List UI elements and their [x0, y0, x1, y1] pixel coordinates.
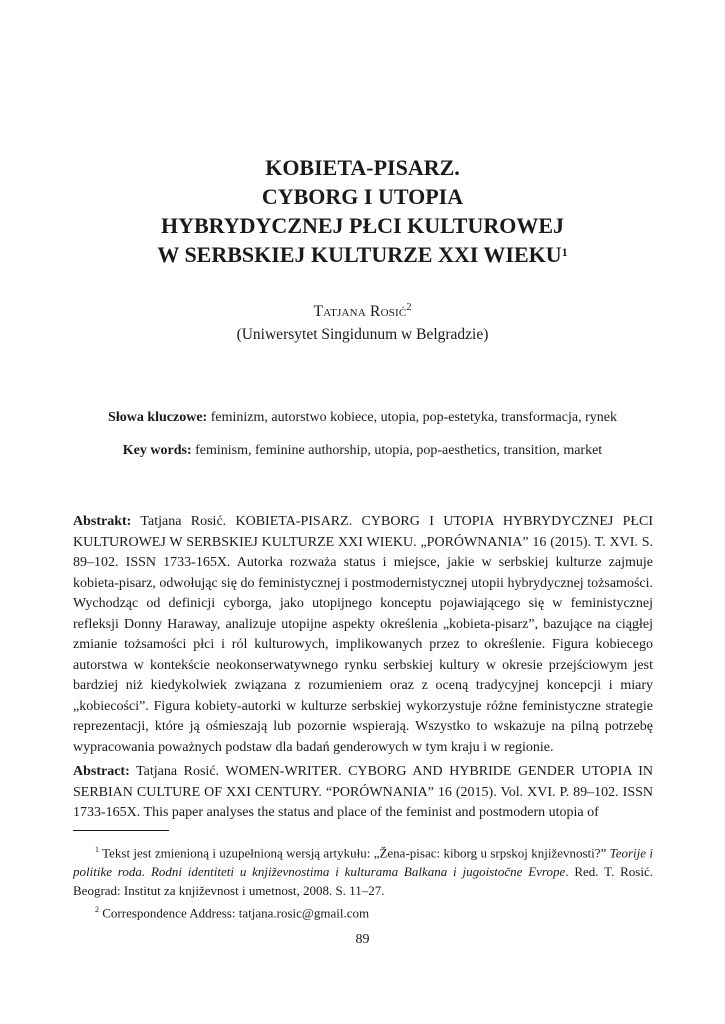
abstract-english	[73, 762, 653, 824]
keywords-en-text: feminism, feminine authorship, utopia, pop-aesthetics, transition, market	[191, 443, 603, 458]
title-line: KOBIETA-PISARZ.	[265, 155, 460, 180]
footnote-2	[73, 900, 653, 922]
abstract-pl-label: Abstrakt:	[73, 514, 132, 529]
footnote-1-text-end: . Red. T. Rosić. Beograd: Institut za književnost i umetnost, 2008. S. 11–27.	[73, 864, 653, 899]
author-footnote-marker[interactable]: 2	[406, 302, 412, 313]
keywords-en-label: Key words:	[122, 443, 192, 458]
footnote-2-text: Correspondence Address: tatjana.rosic@gmail.com	[99, 905, 370, 921]
page-number: 89	[355, 932, 370, 947]
author-affiliation: (Uniwersytet Singidunum w Belgradzie)	[236, 326, 489, 344]
keywords-pl-label: Słowa kluczowe:	[108, 410, 208, 425]
title-footnote-marker[interactable]: 1	[561, 245, 568, 259]
footnote-1-italic-title: Teorije i politike roda. Rodni identiteti u književnostima i kulturama Balkana i jugoistočne Evrope	[73, 845, 653, 880]
title-line-text: W SERBSKIEJ KULTURZE XXI WIEKU	[157, 242, 562, 267]
author-line	[0, 296, 725, 323]
footnote-1	[73, 840, 653, 900]
title-line	[0, 240, 725, 269]
footnote-1-marker: 1	[95, 845, 99, 854]
footnotes	[73, 840, 653, 923]
article-title	[0, 153, 725, 269]
author-block	[0, 296, 725, 346]
footnote-divider	[73, 830, 169, 831]
keywords-pl-text: feminizm, autorstwo kobiece, utopia, pop-estetyka, transformacja, rynek	[207, 410, 617, 425]
abstract-pl-text: Tatjana Rosić. KOBIETA-PISARZ. CYBORG I UTOPIA HYBRYDYCZNEJ PŁCI KULTUROWEJ W SERBSKIEJ KULTURZE XXI WIEKU. „PORÓWNANIA” 16 (2015). T. XVI. S. 89–102. ISSN 1733-165X. Autorka rozważa status i miejsce, jakie w serbskiej kulturze zajmuje kobieta-pisarz, odwołując się do feministycznej i postmodernistycznej utopii hybrydycznej tożsamości. Wychodząc od definicji cyborga, jako utopijnego konceptu pojawiającego się w feministycznej refleksji Donny Haraway, analizuje utopijne aspekty określenia „kobieta-pisarz”, bazujące na ciągłej zmianie tożsamości płci i ról kulturowych, implikowanych przez to określenie. Figura kobiecego autorstwa w kontekście neokonserwatywnego rynku serbskiej kultury w okresie przejściowym jest bardziej niż kiedykolwiek związana z rozumieniem oraz z oceną tradycyjnej koncepcji i miary „kobiecości”. Figura kobiety-autorki w kulturze serbskiej wykorzystuje różne feministyczne strategie reprezentacji, które ją ośmieszają lub pozornie wspierają. Wszystko to wskazuje na pilną potrzebę wypracowania poważnych podstaw dla badań genderowych w tym kraju i w regionie.	[73, 514, 653, 755]
title-line: HYBRYDYCZNEJ PŁCI KULTUROWEJ	[160, 213, 565, 238]
keywords-block	[0, 408, 725, 474]
author-name: Tatjana Rosić	[313, 303, 407, 321]
keywords-pl	[0, 408, 725, 428]
abstract-polish	[73, 512, 653, 758]
title-line: CYBORG I UTOPIA	[261, 184, 464, 209]
abstract-en-label: Abstract:	[73, 764, 130, 779]
footnote-1-text: Tekst jest zmienioną i uzupełnioną wersją artykułu: „Žena-pisac: kiborg u srpskoj književnosti?”	[99, 845, 610, 861]
abstract-en-text: Tatjana Rosić. WOMEN-WRITER. CYBORG AND HYBRIDE GENDER UTOPIA IN SERBIAN CULTURE OF XXI CENTURY. “PORÓWNANIA” 16 (2015). Vol. XVI. P. 89–102. ISSN 1733-165X. This paper analyses the status and place of the feminist and postmodern utopia of	[73, 764, 653, 820]
keywords-en	[0, 441, 725, 461]
footnote-2-marker: 2	[95, 905, 99, 915]
